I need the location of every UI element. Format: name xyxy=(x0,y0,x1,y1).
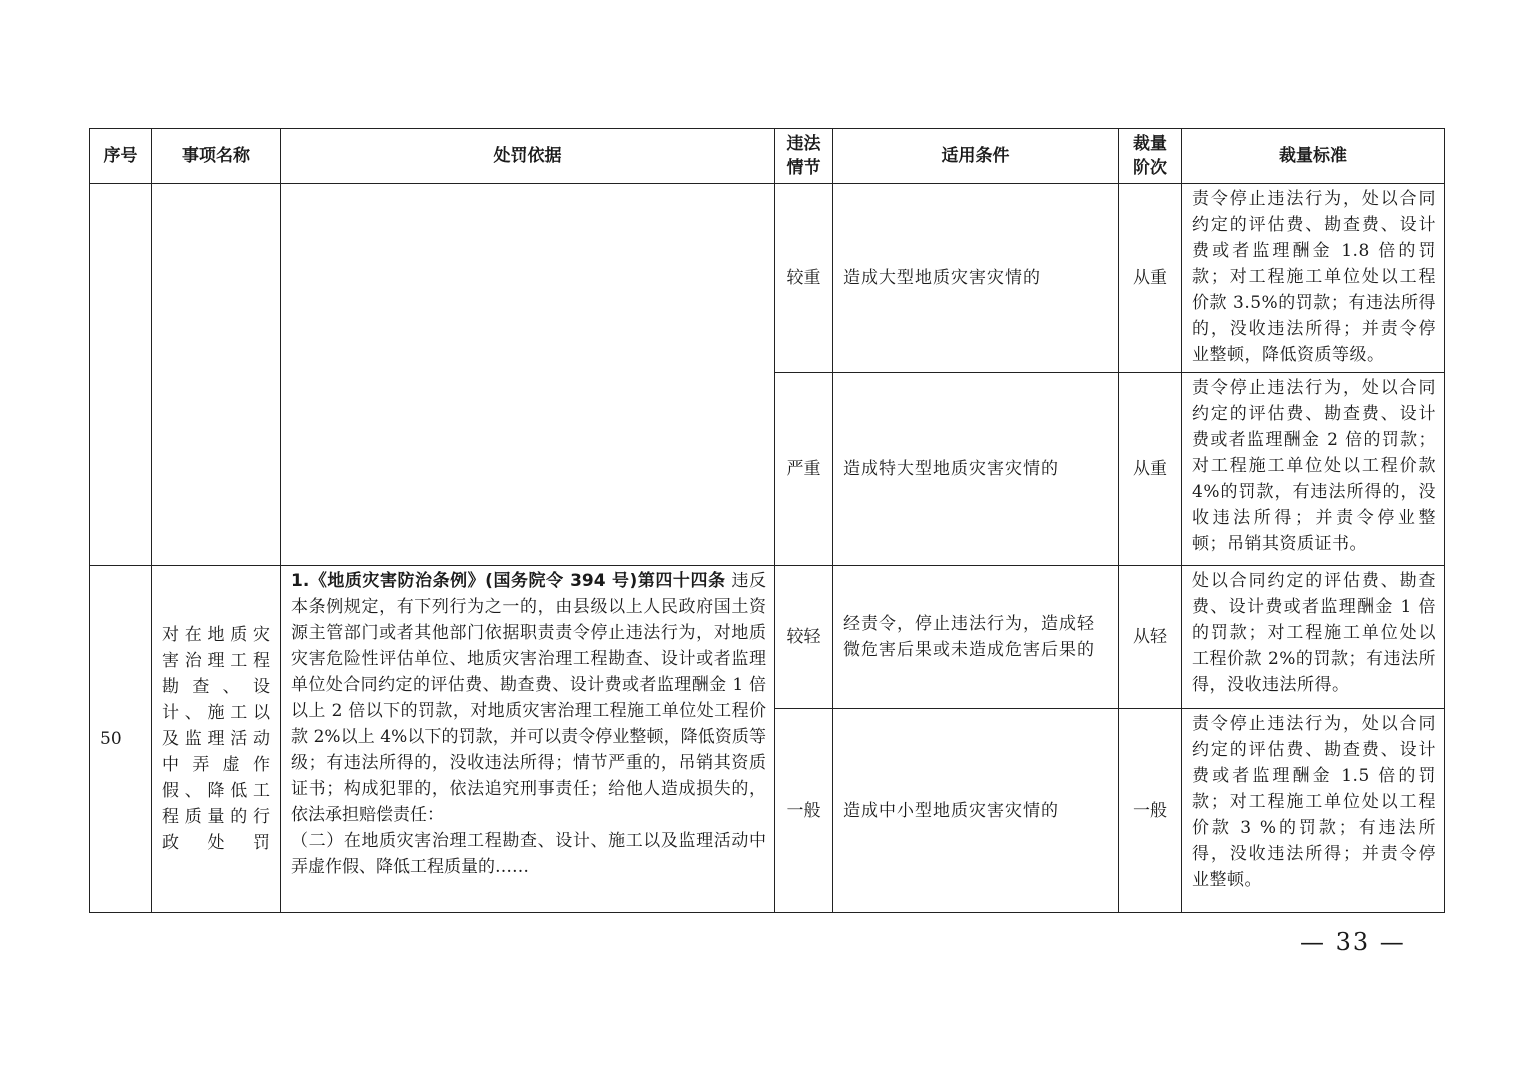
header-seq: 序号 xyxy=(90,129,152,184)
level-cell: 从重 xyxy=(1119,184,1182,373)
plot-cell: 一般 xyxy=(775,709,833,913)
condition-cell: 造成中小型地质灾害灾情的 xyxy=(833,709,1119,913)
item-name-cell: 对在地质灾害治理工程勘查、设计、施工以及监理活动中弄虚作假、降低工程质量的行政处罚 xyxy=(152,566,281,913)
header-basis: 处罚依据 xyxy=(281,129,775,184)
basis-cell xyxy=(281,566,775,913)
discretion-table xyxy=(89,128,1445,913)
plot-cell: 较重 xyxy=(775,184,833,373)
seq-cell: 50 xyxy=(90,566,152,913)
table-row xyxy=(90,184,1445,373)
table-row xyxy=(90,566,1445,709)
level-cell: 从轻 xyxy=(1119,566,1182,709)
condition-cell: 经责令，停止违法行为，造成轻微危害后果或未造成危害后果的 xyxy=(833,566,1119,709)
basis-text: 违反本条例规定，有下列行为之一的，由县级以上人民政府国土资源主管部门或者其他部门依据职责责令停止违法行为，对地质灾害危险性评估单位、地质灾害治理工程勘查、设计或者监理单位处合同约定的评估费、勘查费、设计费或者监理酬金 1 倍以上 2 倍以下的罚款，对地质灾害治理工程施工单位处工程价款 2%以上 4%以下的罚款，并可以责令停业整顿，降低资质等级；有违法所得的，没收违法所得；情节严重的，吊销其资质证书；构成犯罪的，依法追究刑事责任；给他人造成损失的，依法承担赔偿责任： xyxy=(291,571,766,825)
header-condition: 适用条件 xyxy=(833,129,1119,184)
header-plot: 违法情节 xyxy=(775,129,833,184)
plot-cell: 较轻 xyxy=(775,566,833,709)
continued-seq-cell xyxy=(90,184,152,566)
header-item: 事项名称 xyxy=(152,129,281,184)
standard-cell: 责令停止违法行为，处以合同约定的评估费、勘查费、设计费或者监理酬金 2 倍的罚款；对工程施工单位处以工程价款 4%的罚款，有违法所得的，没收违法所得；并责令停业整顿；吊销其资质证书。 xyxy=(1182,373,1445,566)
basis-law-title: 1.《地质灾害防治条例》(国务院令 394 号)第四十四条 xyxy=(291,571,726,591)
header-row xyxy=(90,129,1445,184)
level-cell: 一般 xyxy=(1119,709,1182,913)
continued-basis-cell xyxy=(281,184,775,566)
basis-clause: （二）在地质灾害治理工程勘查、设计、施工以及监理活动中弄虚作假、降低工程质量的…… xyxy=(291,831,766,877)
condition-cell: 造成大型地质灾害灾情的 xyxy=(833,184,1119,373)
standard-cell: 处以合同约定的评估费、勘查费、设计费或者监理酬金 1 倍的罚款；对工程施工单位处以工程价款 2%的罚款；有违法所得，没收违法所得。 xyxy=(1182,566,1445,709)
header-level: 裁量阶次 xyxy=(1119,129,1182,184)
plot-cell: 严重 xyxy=(775,373,833,566)
page-number: — 33 — xyxy=(1300,928,1406,956)
condition-cell: 造成特大型地质灾害灾情的 xyxy=(833,373,1119,566)
header-standard: 裁量标准 xyxy=(1182,129,1445,184)
level-cell: 从重 xyxy=(1119,373,1182,566)
continued-item-cell xyxy=(152,184,281,566)
standard-cell: 责令停止违法行为，处以合同约定的评估费、勘查费、设计费或者监理酬金 1.5 倍的罚款；对工程施工单位处以工程价款 3 %的罚款；有违法所得，没收违法所得；并责令停业整顿。 xyxy=(1182,709,1445,913)
standard-cell: 责令停止违法行为，处以合同约定的评估费、勘查费、设计费或者监理酬金 1.8 倍的罚款；对工程施工单位处以工程价款 3.5%的罚款；有违法所得的，没收违法所得；并责令停业整顿，降低资质等级。 xyxy=(1182,184,1445,373)
